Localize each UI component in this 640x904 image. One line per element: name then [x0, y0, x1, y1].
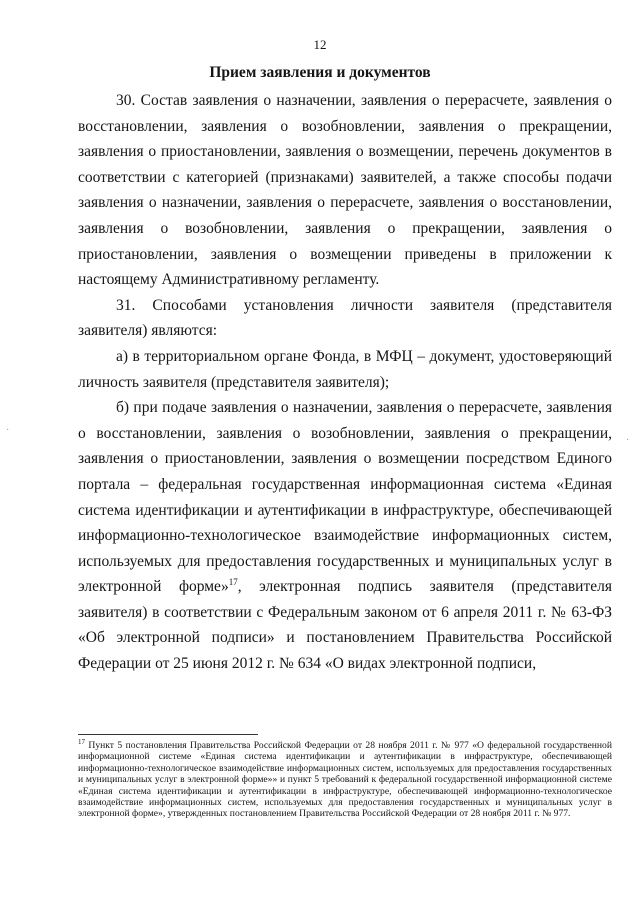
body-text [78, 88, 612, 677]
paragraph-31: 31. Способами установления личности заявителя (представителя заявителя) являются: [78, 296, 612, 340]
paragraph-30: 30. Состав заявления о назначении, заявления о перерасчете, заявления о восстановлении, заявления о возобновлении, заявления о прекращении, заявления о приостановлении, заявления о возмещении, перечень документов в соответствии с категорией (признаками) заявителей, а также способы подачи заявления о назначении, заявления о перерасчете, заявления о восстановлении, заявления о возобновлении, заявления о прекращении, заявления о приостановлении, заявления о возмещении приведены в приложении к настоящему Административному регламенту. [78, 92, 612, 289]
scan-artifact-mark: · [626, 435, 630, 446]
scan-artifact-mark: · [6, 425, 10, 436]
paragraph-31-b [78, 395, 612, 677]
footnote-text: Пункт 5 постановления Правительства Российской Федерации от 28 ноября 2011 г. № 977 «О федеральной государственной информационной системе «Единая система идентификации и аутентификации в инфраструктуре, обеспечивающей информационно-технологическое взаимодействие информационных систем, используемых для предоставления государственных и муниципальных услуг в электронной форме»» и пункт 5 требований к федеральной государственной информационной системе «Единая система идентификации и аутентификации в инфраструктуре, обеспечивающей информационно-технологическое взаимодействие информационных систем, используемых для предоставления государственных и муниципальных услуг в электронной форме», утвержденных постановлением Правительства Российской Федерации от 28 ноября 2011 г. № 977. [78, 740, 612, 820]
page-number: 12 [313, 37, 327, 52]
footnote-separator [78, 734, 258, 735]
footnote-reference[interactable]: 17 [228, 577, 238, 588]
footnote [78, 737, 612, 820]
paragraph-31-b-text: б) при подаче заявления о назначении, заявления о перерасчете, заявления о восстановлении, заявления о возобновлении, заявления о прекращении, заявления о приостановлении, заявления о возмещении посредством Единого портала – федеральная государственная информационная система «Единая система идентификации и аутентификации в инфраструктуре, обеспечивающей информационно-технологическое взаимодействие информационных систем, используемых для предоставления государственных и муниципальных услуг в электронной форме» [78, 399, 612, 596]
section-heading: Прием заявления и документов [209, 64, 431, 81]
paragraph-31-b-continuation: , электронная подпись заявителя (представителя заявителя) в соответствии с Федеральным законом от 6 апреля 2011 г. № 63-ФЗ «Об электронной подписи» и постановлением Правительства Российской Федерации от 25 июня 2012 г. № 634 «О видах электронной подписи, [78, 578, 612, 673]
paragraph-31-a: а) в территориальном органе Фонда, в МФЦ – документ, удостоверяющий личность заявителя (представителя заявителя); [78, 347, 612, 391]
footnote-number: 17 [78, 737, 85, 746]
